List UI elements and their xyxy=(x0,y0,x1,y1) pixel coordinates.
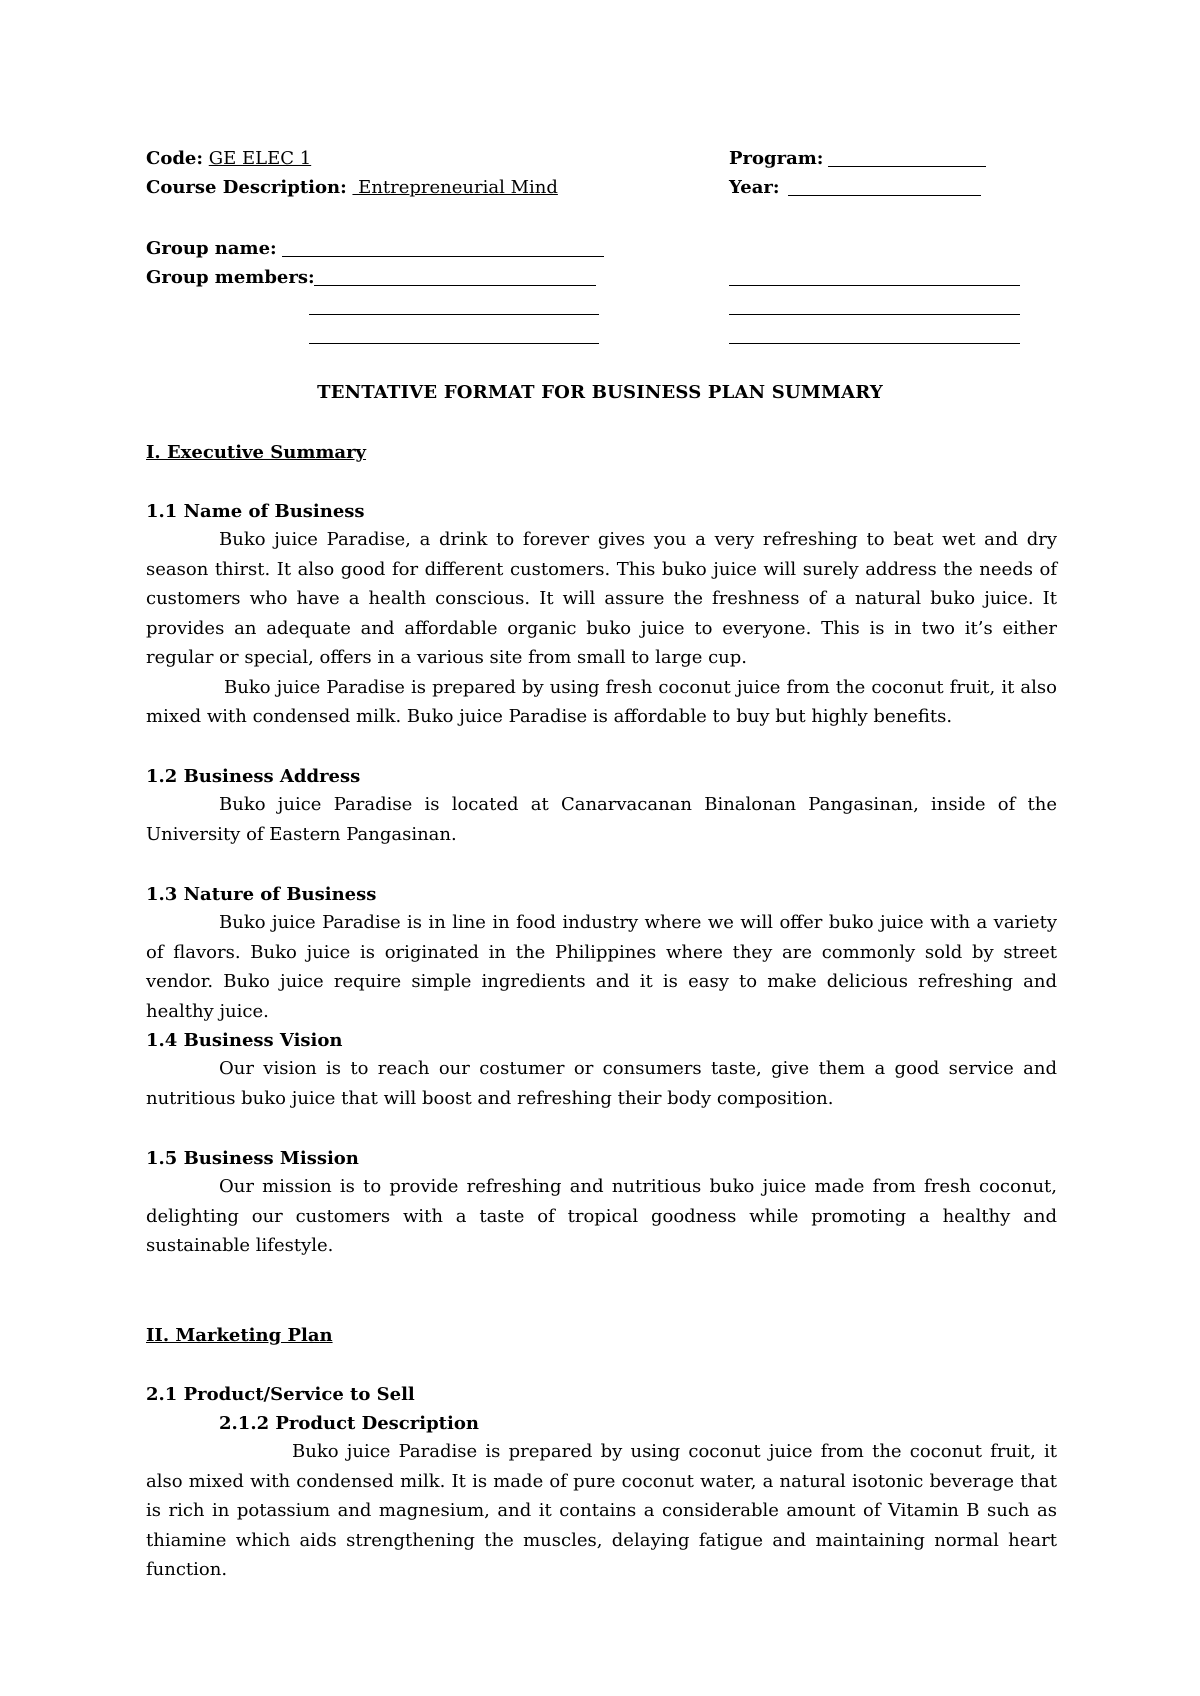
paragraph: Buko juice Paradise, a drink to forever gives you a very refreshing to beat wet and dry season thirst. It also good for different customers. This buko juice will surely address the needs of customers who have a health conscious. It will assure the freshness of a natural buko juice. It provides an adequate and affordable organic buko juice to everyone. This is in two it’s either regular or special, offers in a various site from small to large cup. xyxy=(146,529,1057,668)
group-name-blank xyxy=(282,256,604,257)
business-address-text xyxy=(146,790,1057,849)
name-of-business-text xyxy=(146,525,1057,732)
course-label: Course Description: xyxy=(146,177,347,198)
section-heading-marketing-plan: II. Marketing Plan xyxy=(146,1325,333,1346)
program-label: Program: xyxy=(729,148,824,169)
paragraph: Buko juice Paradise is prepared by using coconut juice from the coconut fruit, it also mixed with condensed milk. It is made of pure coconut water, a natural isotonic beverage that is rich in potassium and magnesium, and it contains a considerable amount of Vitamin B such as thiamine which aids strengthening the muscles, delaying fatigue and maintaining normal heart function. xyxy=(146,1441,1057,1580)
subsection-heading-business-vision: 1.4 Business Vision xyxy=(146,1030,343,1051)
paragraph: Our mission is to provide refreshing and nutritious buko juice made from fresh coconut, delighting our customers with a taste of tropical goodness while promoting a healthy and sustainable lifestyle. xyxy=(146,1176,1057,1256)
year-label: Year: xyxy=(729,177,780,198)
code-row xyxy=(146,146,311,172)
nature-of-business-text xyxy=(146,908,1057,1026)
year-blank xyxy=(788,195,981,196)
subsection-heading-nature-of-business: 1.3 Nature of Business xyxy=(146,884,377,905)
group-member-blank xyxy=(309,343,599,344)
subsection-heading-product-service: 2.1 Product/Service to Sell xyxy=(146,1384,415,1405)
subsection-heading-product-description: 2.1.2 Product Description xyxy=(219,1413,479,1434)
group-member-blank xyxy=(729,343,1020,344)
group-member-blank xyxy=(729,314,1020,315)
paragraph: Buko juice Paradise is prepared by using fresh coconut juice from the coconut fruit, it also mixed with condensed milk. Buko juice Paradise is affordable to buy but highly benefits. xyxy=(146,676,1057,727)
group-name-label: Group name: xyxy=(146,238,277,259)
subsection-heading-business-mission: 1.5 Business Mission xyxy=(146,1148,359,1169)
subsection-heading-name-of-business: 1.1 Name of Business xyxy=(146,501,365,522)
business-mission-text xyxy=(146,1172,1057,1261)
paragraph: Buko juice Paradise is in line in food industry where we will offer buko juice with a variety of flavors. Buko juice is originated in the Philippines where they are commonly sold by street vendor. Buko juice require simple ingredients and it is easy to make delicious refreshing and healthy juice. xyxy=(146,912,1057,1022)
course-row xyxy=(146,175,558,201)
code-label: Code: xyxy=(146,148,204,169)
course-value: Entrepreneurial Mind xyxy=(352,177,558,198)
paragraph: Buko juice Paradise is located at Canarvacanan Binalonan Pangasinan, inside of the University of Eastern Pangasinan. xyxy=(146,794,1057,845)
group-members-label: Group members: xyxy=(146,267,315,288)
code-value: GE ELEC 1 xyxy=(208,148,312,169)
business-vision-text xyxy=(146,1054,1057,1113)
subsection-heading-business-address: 1.2 Business Address xyxy=(146,766,361,787)
product-description-text xyxy=(146,1437,1057,1585)
program-blank xyxy=(828,166,986,167)
group-member-blank xyxy=(314,285,596,286)
paragraph: Our vision is to reach our costumer or consumers taste, give them a good service and nutritious buko juice that will boost and refreshing their body composition. xyxy=(146,1058,1057,1109)
group-member-blank xyxy=(729,285,1020,286)
section-heading-executive-summary: I. Executive Summary xyxy=(146,442,367,463)
group-member-blank xyxy=(309,314,599,315)
document-title: TENTATIVE FORMAT FOR BUSINESS PLAN SUMMARY xyxy=(317,382,883,403)
